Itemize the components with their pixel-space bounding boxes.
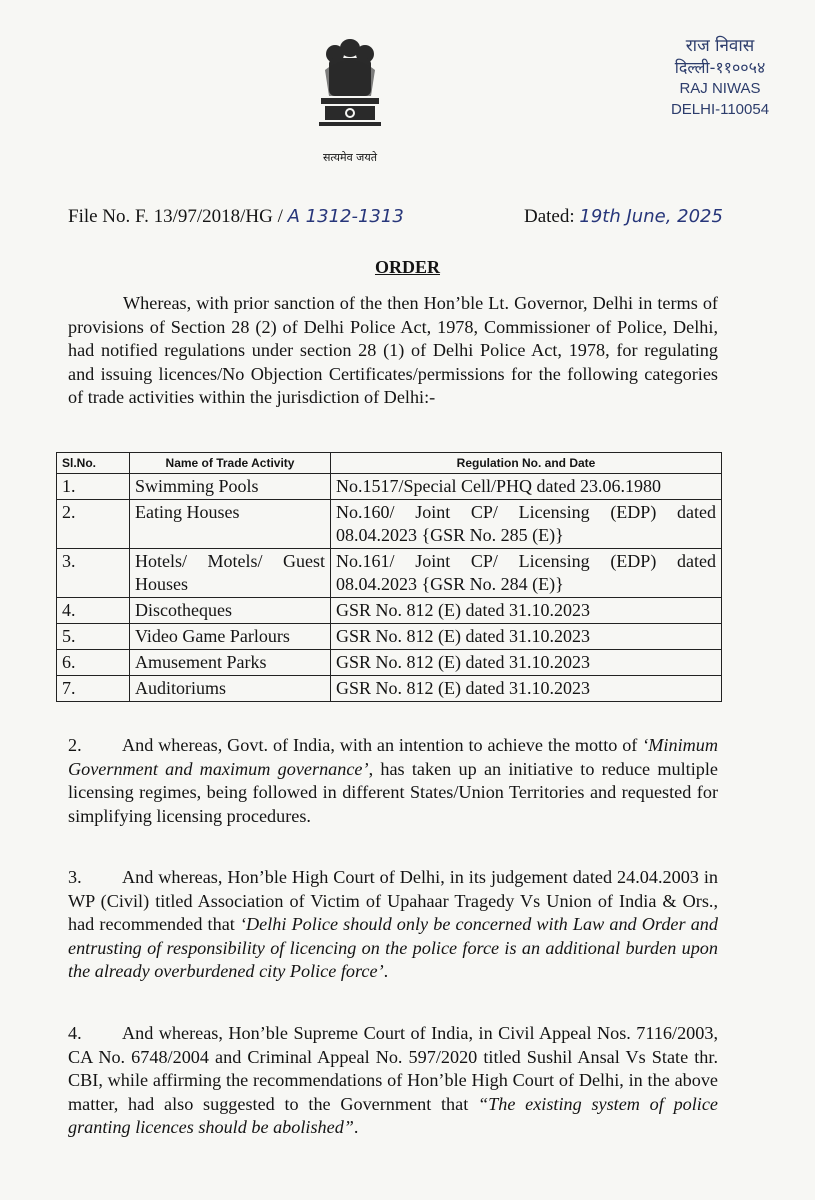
table-row bbox=[57, 624, 722, 650]
cell-trade-activity: Video Game Parlours bbox=[130, 624, 331, 650]
table-row bbox=[57, 598, 722, 624]
cell-regulation: GSR No. 812 (E) dated 31.10.2023 bbox=[331, 598, 722, 624]
file-number bbox=[68, 206, 404, 228]
cell-regulation: No.160/ Joint CP/ Licensing (EDP) dated 08.04.2023 {GSR No. 285 (E)} bbox=[331, 500, 722, 549]
paragraph-text: And whereas, Hon’ble Supreme Court of India, in Civil Appeal Nos. 7116/2003, CA No. 6748/2004 and Criminal Appeal No. 597/2020 titled Sushil Ansal Vs State thr. CBI, while affirming the recommendations of Hon’ble High Court of Delhi, in the above matter, had also suggested to the Government that bbox=[68, 1023, 718, 1114]
dated-handwritten: 19th June, 2025 bbox=[579, 206, 723, 227]
cell-trade-activity: Eating Houses bbox=[130, 500, 331, 549]
national-emblem bbox=[300, 30, 400, 170]
trade-activities-table bbox=[56, 452, 722, 702]
cell-sl-no: 1. bbox=[57, 474, 130, 500]
file-number-handwritten: A 1312-1313 bbox=[287, 206, 404, 227]
cell-sl-no: 5. bbox=[57, 624, 130, 650]
emblem-motto: सत्यमेव जयते bbox=[322, 151, 377, 164]
order-title: ORDER bbox=[374, 257, 440, 277]
header-regulation: Regulation No. and Date bbox=[331, 453, 722, 474]
cell-trade-activity: Discotheques bbox=[130, 598, 331, 624]
paragraph-2 bbox=[68, 734, 718, 828]
cell-regulation: GSR No. 812 (E) dated 31.10.2023 bbox=[331, 624, 722, 650]
stamp-line-english: RAJ NIWAS bbox=[679, 80, 761, 97]
table-row bbox=[57, 676, 722, 702]
paragraph-text-end: . bbox=[353, 1117, 359, 1137]
cell-trade-activity: Hotels/ Motels/ Guest Houses bbox=[130, 549, 331, 598]
paragraph-text-end: . bbox=[383, 961, 389, 981]
table-row bbox=[57, 650, 722, 676]
quoted-recommendation: ‘Delhi Police should only be concerned with Law and Order and entrusting of responsibility of licencing on the police force is an additional burden upon the already overburdened city Police force’ bbox=[68, 914, 718, 981]
cell-regulation: No.161/ Joint CP/ Licensing (EDP) dated 08.04.2023 {GSR No. 284 (E)} bbox=[331, 549, 722, 598]
cell-trade-activity: Swimming Pools bbox=[130, 474, 331, 500]
header-sl-no: Sl.No. bbox=[57, 453, 130, 474]
quoted-suggestion: “The existing system of police granting licences should be abolished” bbox=[68, 1093, 719, 1137]
paragraph-text-end: , has taken up an initiative to reduce multiple licensing regimes, being followed in different States/Union Territories and requested for simplifying licensing procedures. bbox=[68, 758, 718, 826]
cell-sl-no: 4. bbox=[57, 598, 130, 624]
paragraph-number: 2. bbox=[68, 735, 82, 755]
cell-trade-activity: Auditoriums bbox=[130, 676, 331, 702]
paragraph-3 bbox=[68, 866, 718, 984]
paragraph-1: Whereas, with prior sanction of the then Hon’ble Lt. Governor, Delhi in terms of provisions of Section 28 (2) of Delhi Police Act, 1978, Commissioner of Police, Delhi, had notified regulations under section 28 (1) of Delhi Police Act, 1978, for regulating and issuing licences/No Objection Certificates/permissions for the following categories of trade activities within the jurisdiction of Delhi:- bbox=[68, 293, 718, 407]
cell-sl-no: 7. bbox=[57, 676, 130, 702]
table-row bbox=[57, 474, 722, 500]
lion-capital-icon bbox=[305, 30, 395, 145]
cell-sl-no: 6. bbox=[57, 650, 130, 676]
table-row bbox=[57, 549, 722, 598]
raj-niwas-stamp bbox=[645, 36, 795, 120]
cell-regulation: No.1517/Special Cell/PHQ dated 23.06.1980 bbox=[331, 474, 722, 500]
table-header-row bbox=[57, 453, 722, 474]
cell-sl-no: 2. bbox=[57, 500, 130, 549]
paragraph-4 bbox=[68, 1022, 718, 1140]
paragraph-number: 4. bbox=[68, 1023, 82, 1043]
stamp-line-hindi-address: दिल्ली-११००५४ bbox=[674, 58, 766, 77]
table-row bbox=[57, 500, 722, 549]
cell-trade-activity: Amusement Parks bbox=[130, 650, 331, 676]
file-number-label: File No. F. 13/97/2018/HG / bbox=[68, 206, 283, 227]
paragraph-text: And whereas, Govt. of India, with an intention to achieve the motto of bbox=[122, 735, 643, 755]
paragraph-text: And whereas, Hon’ble High Court of Delhi, in its judgement dated 24.04.2003 in WP (Civil) titled Association of Victim of Upahaar Tragedy Vs Union of India & Ors., had recommended that bbox=[68, 867, 718, 934]
cell-sl-no: 3. bbox=[57, 549, 130, 598]
date-line bbox=[524, 206, 723, 228]
stamp-line-english-address: DELHI-110054 bbox=[670, 101, 770, 118]
header-trade-activity: Name of Trade Activity bbox=[130, 453, 331, 474]
cell-regulation: GSR No. 812 (E) dated 31.10.2023 bbox=[331, 676, 722, 702]
stamp-line-hindi: राज निवास bbox=[685, 36, 755, 56]
cell-regulation: GSR No. 812 (E) dated 31.10.2023 bbox=[331, 650, 722, 676]
quoted-motto: ‘Minimum Government and maximum governance’ bbox=[68, 735, 718, 779]
paragraph-number: 3. bbox=[68, 867, 82, 887]
dated-label: Dated: bbox=[524, 206, 575, 227]
